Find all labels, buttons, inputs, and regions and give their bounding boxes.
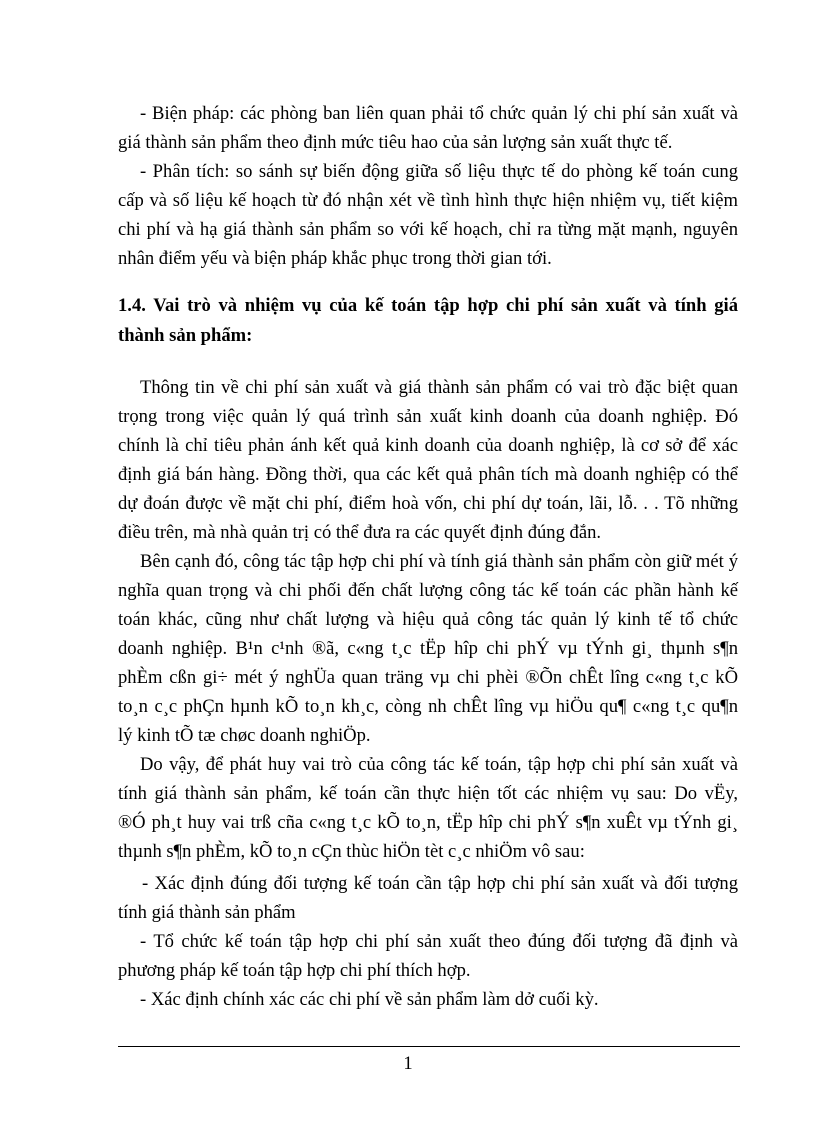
info-line-3: chính là chỉ tiêu phản ánh kết quả kinh doanh của doanh nghiệp, là cơ sở để xác bbox=[118, 435, 738, 456]
info-line-4: định giá bán hàng. Đồng thời, qua các kết quả phân tích mà doanh nghiệp có thể bbox=[118, 464, 738, 485]
analysis-line-3: chi phí và hạ giá thành sản phẩm so với kế hoạch, chỉ ra từng mặt mạnh, nguyên bbox=[118, 219, 738, 240]
importance-line-6: to¸n c¸c phÇn hµnh kÕ to¸n kh¸c, còng nh chÊt lîng vµ hiÖu qu¶ c«ng t¸c qu¶n bbox=[118, 696, 738, 717]
importance-line-7: lý kinh tÕ tæ chøc doanh nghiÖp. bbox=[118, 725, 371, 746]
info-line-2: trọng trong việc quản lý quá trình sản xuất kinh doanh của doanh nghiệp. Đó bbox=[118, 406, 738, 427]
task-item-2-line-1: - Tổ chức kế toán tập hợp chi phí sản xuất theo đúng đối tượng đã định và bbox=[140, 931, 738, 952]
task-item-1-line-1: - Xác định đúng đối tượng kế toán cần tập hợp chi phí sản xuất và đối tượng bbox=[142, 873, 738, 894]
tasks-line-4: thµnh s¶n phÈm, kÕ to¸n cÇn thùc hiÖn tèt c¸c nhiÖm vô sau: bbox=[118, 841, 585, 862]
importance-line-3: toán khác, cũng như chất lượng và hiệu quả công tác quản lý kinh tế tổ chức bbox=[118, 609, 738, 630]
tasks-line-2: tính giá thành sản phẩm, kế toán cần thực hiện tốt các nhiệm vụ sau: Do vËy, bbox=[118, 783, 738, 804]
info-line-5: dự đoán được về mặt chi phí, điểm hoà vốn, chi phí dự toán, lãi, lỗ. . . Tõ những bbox=[118, 493, 738, 514]
section-heading-line-1: 1.4. Vai trò và nhiệm vụ của kế toán tập hợp chi phí sản xuất và tính giá bbox=[118, 295, 738, 316]
importance-line-4: doanh nghiệp. B¹n c¹nh ®ã, c«ng t¸c tËp hîp chi phÝ vµ tÝnh gi¸ thµnh s¶n bbox=[118, 638, 738, 659]
importance-line-2: nghĩa quan trọng và chi phối đến chất lượng công tác kế toán các phần hành kế bbox=[118, 580, 738, 601]
info-line-6: điều trên, mà nhà quản trị có thể đưa ra các quyết định đúng đắn. bbox=[118, 522, 602, 543]
task-item-3: - Xác định chính xác các chi phí về sản phẩm làm dở cuối kỳ. bbox=[140, 989, 599, 1010]
footer-rule bbox=[118, 1046, 740, 1047]
page-number: 1 bbox=[403, 1053, 413, 1074]
info-line-1: Thông tin về chi phí sản xuất và giá thành sản phẩm có vai trò đặc biệt quan bbox=[140, 377, 738, 398]
section-heading-line-2: thành sản phẩm: bbox=[118, 325, 253, 346]
tasks-line-1: Do vậy, để phát huy vai trò của công tác kế toán, tập hợp chi phí sản xuất và bbox=[140, 754, 738, 775]
analysis-line-1: - Phân tích: so sánh sự biến động giữa số liệu thực tế do phòng kế toán cung bbox=[140, 161, 738, 182]
measures-line-1: - Biện pháp: các phòng ban liên quan phải tổ chức quản lý chi phí sản xuất và bbox=[140, 103, 738, 124]
tasks-line-3: ®Ó ph¸t huy vai trß cña c«ng t¸c kÕ to¸n, tËp hîp chi phÝ s¶n xuÊt vµ tÝnh gi¸ bbox=[118, 812, 738, 833]
task-item-1-line-2: tính giá thành sản phẩm bbox=[118, 902, 296, 923]
importance-line-5: phÈm cßn gi÷ mét ý nghÜa quan träng vµ chi phèi ®Õn chÊt lîng c«ng t¸c kÕ bbox=[118, 667, 738, 688]
measures-line-2: giá thành sản phẩm theo định mức tiêu hao của sản lượng sản xuất thực tế. bbox=[118, 132, 673, 153]
importance-line-1: Bên cạnh đó, công tác tập hợp chi phí và tính giá thành sản phẩm còn giữ mét ý bbox=[140, 551, 738, 572]
analysis-line-4: nhân điểm yếu và biện pháp khắc phục trong thời gian tới. bbox=[118, 248, 552, 269]
analysis-line-2: cấp và số liệu kế hoạch từ đó nhận xét về tình hình thực hiện nhiệm vụ, tiết kiệm bbox=[118, 190, 738, 211]
task-item-2-line-2: phương pháp kế toán tập hợp chi phí thích hợp. bbox=[118, 960, 471, 981]
